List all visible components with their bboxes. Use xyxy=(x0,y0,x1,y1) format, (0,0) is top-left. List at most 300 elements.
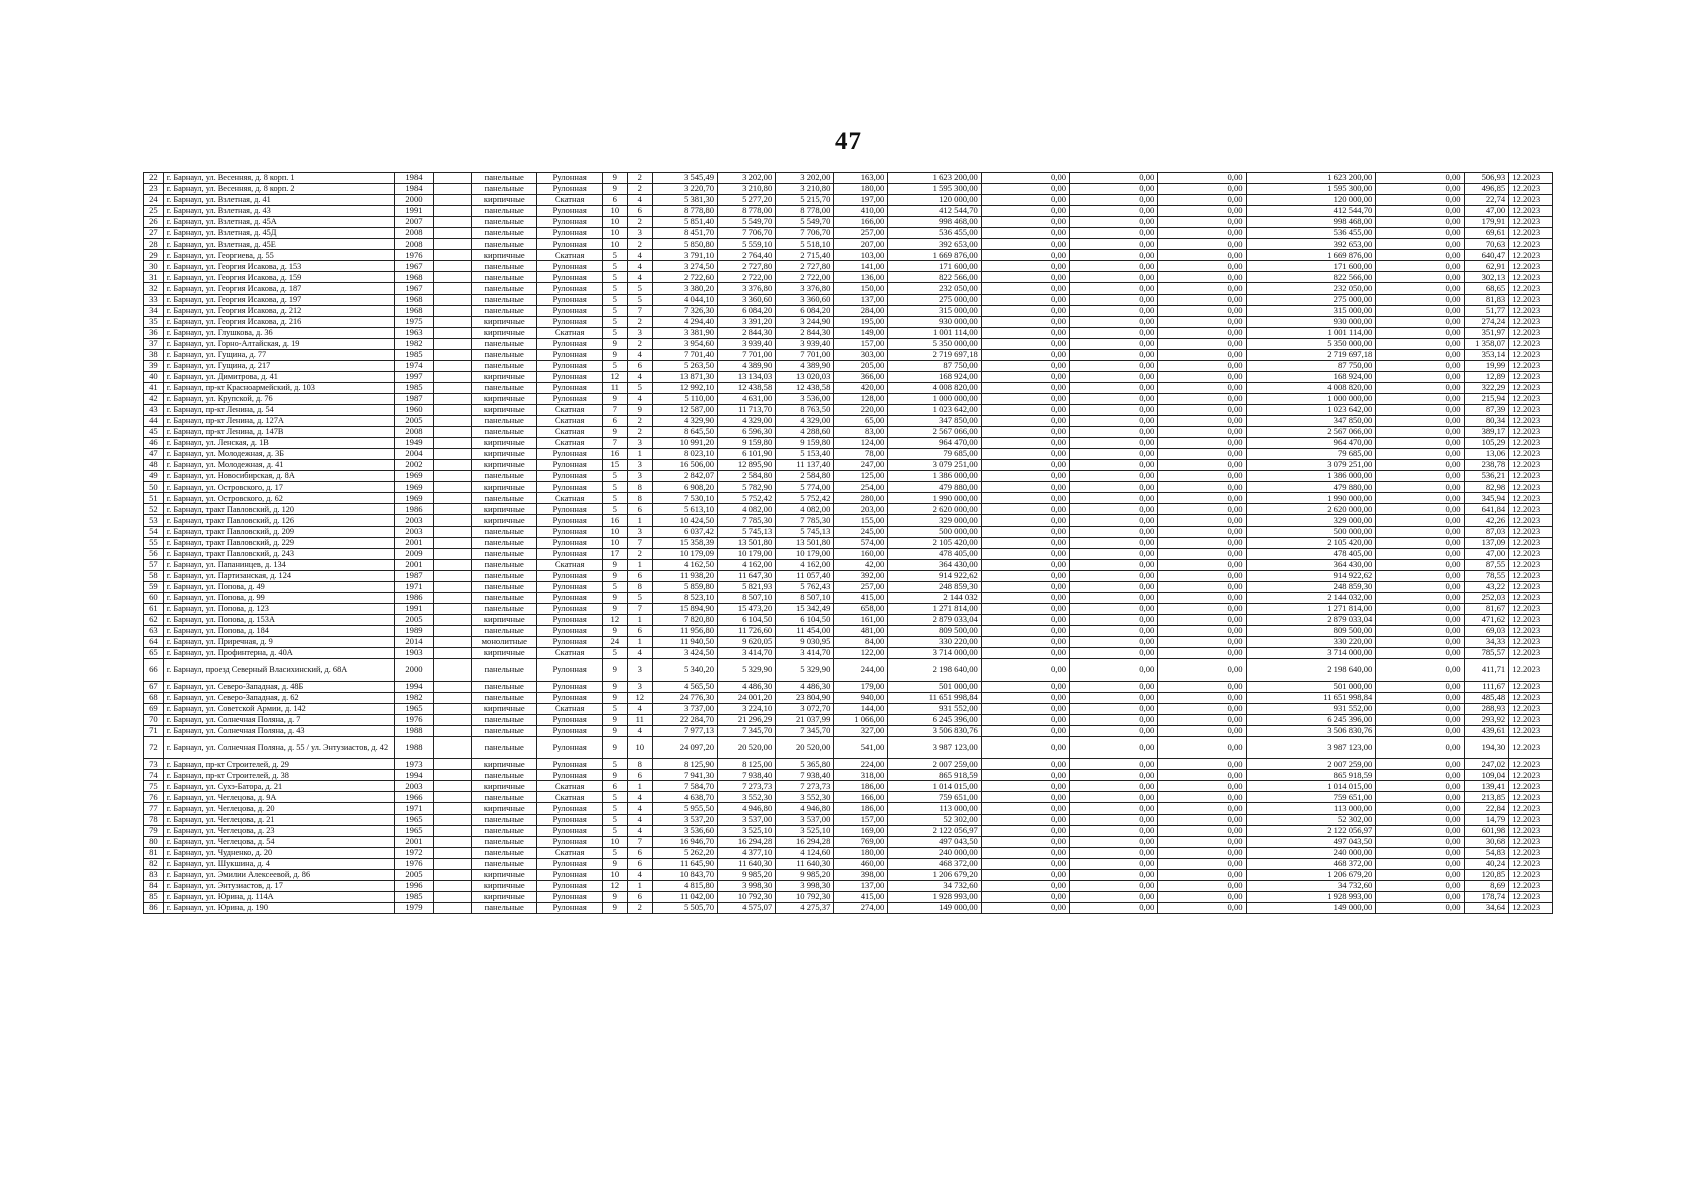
cell-row-number: 70 xyxy=(144,714,164,725)
cell-entrances: 7 xyxy=(627,603,652,614)
cell-floors: 24 xyxy=(602,636,627,647)
cell-municipal-funds: 0,00 xyxy=(1158,460,1246,471)
cell-floors: 5 xyxy=(602,792,627,803)
cell-residents: 163,00 xyxy=(834,173,888,184)
cell-completion-date: 12.2023 xyxy=(1509,195,1553,206)
cell-floors: 5 xyxy=(602,305,627,316)
cell-roof-type: Рулонная xyxy=(537,471,602,482)
cell-year-built: 1968 xyxy=(395,272,433,283)
cell-residential-area: 2 584,80 xyxy=(776,471,834,482)
cell-floors: 10 xyxy=(602,537,627,548)
cell-federal-funds: 0,00 xyxy=(981,703,1069,714)
cell-regional-funds: 0,00 xyxy=(1070,770,1158,781)
cell-residents: 84,00 xyxy=(834,636,888,647)
cell-address: г. Барнаул, ул. Весенняя, д. 8 корп. 2 xyxy=(163,184,395,195)
cell-total-area: 3 380,20 xyxy=(652,283,717,294)
cell-residential-area: 4 946,80 xyxy=(776,803,834,814)
cell-total-area: 3 220,70 xyxy=(652,184,717,195)
empty-cell xyxy=(433,427,471,438)
cell-wall-material: панельные xyxy=(472,493,537,504)
cell-cost-per-sqm: 785,57 xyxy=(1464,648,1509,659)
cell-residents: 65,00 xyxy=(834,416,888,427)
cell-total-area: 8 451,70 xyxy=(652,228,717,239)
cell-address: г. Барнаул, пр-кт Красноармейский, д. 103 xyxy=(163,382,395,393)
table-row xyxy=(144,449,1553,460)
cell-cost-per-sqm: 1 358,07 xyxy=(1464,338,1509,349)
cell-federal-funds: 0,00 xyxy=(981,847,1069,858)
cell-floors: 10 xyxy=(602,526,627,537)
cell-other-funds: 0,00 xyxy=(1376,305,1464,316)
cell-total-area: 8 523,10 xyxy=(652,592,717,603)
table-row xyxy=(144,482,1553,493)
cell-row-number: 86 xyxy=(144,902,164,913)
cell-living-area: 3 360,60 xyxy=(718,294,776,305)
cell-owners-funds: 1 928 993,00 xyxy=(1246,891,1376,902)
empty-cell xyxy=(433,493,471,504)
cell-living-area: 5 821,93 xyxy=(718,581,776,592)
cell-owners-funds: 497 043,50 xyxy=(1246,836,1376,847)
table-row xyxy=(144,625,1553,636)
cell-roof-type: Рулонная xyxy=(537,681,602,692)
cell-municipal-funds: 0,00 xyxy=(1158,504,1246,515)
cell-owners-funds: 34 732,60 xyxy=(1246,880,1376,891)
cell-residential-area: 5 215,70 xyxy=(776,195,834,206)
cell-living-area: 11 640,30 xyxy=(718,858,776,869)
cell-address: г. Барнаул, ул. Папанинцев, д. 134 xyxy=(163,559,395,570)
cell-total-area: 6 908,20 xyxy=(652,482,717,493)
cell-residents: 166,00 xyxy=(834,217,888,228)
cell-residents: 205,00 xyxy=(834,360,888,371)
cell-year-built: 1973 xyxy=(395,759,433,770)
cell-address: г. Барнаул, тракт Павловский, д. 120 xyxy=(163,504,395,515)
empty-cell xyxy=(433,692,471,703)
cell-row-number: 60 xyxy=(144,592,164,603)
cell-municipal-funds: 0,00 xyxy=(1158,382,1246,393)
cell-living-area: 6 084,20 xyxy=(718,305,776,316)
cell-roof-type: Рулонная xyxy=(537,338,602,349)
cell-regional-funds: 0,00 xyxy=(1070,847,1158,858)
cell-regional-funds: 0,00 xyxy=(1070,825,1158,836)
cell-wall-material: кирпичные xyxy=(472,781,537,792)
table-row xyxy=(144,316,1553,327)
empty-cell xyxy=(433,559,471,570)
cell-wall-material: панельные xyxy=(472,792,537,803)
cell-total-area: 2 842,07 xyxy=(652,471,717,482)
cell-roof-type: Рулонная xyxy=(537,261,602,272)
cell-residents: 366,00 xyxy=(834,371,888,382)
cell-municipal-funds: 0,00 xyxy=(1158,692,1246,703)
cell-floors: 5 xyxy=(602,814,627,825)
cell-total-area: 8 778,80 xyxy=(652,206,717,217)
cell-total-cost: 232 050,00 xyxy=(888,283,981,294)
cell-floors: 9 xyxy=(602,692,627,703)
cell-year-built: 2007 xyxy=(395,217,433,228)
cell-entrances: 1 xyxy=(627,781,652,792)
cell-row-number: 50 xyxy=(144,482,164,493)
cell-municipal-funds: 0,00 xyxy=(1158,228,1246,239)
cell-row-number: 72 xyxy=(144,736,164,759)
cell-total-area: 5 613,10 xyxy=(652,504,717,515)
cell-owners-funds: 478 405,00 xyxy=(1246,548,1376,559)
table-row xyxy=(144,228,1553,239)
cell-owners-funds: 3 506 830,76 xyxy=(1246,725,1376,736)
cell-wall-material: панельные xyxy=(472,559,537,570)
cell-regional-funds: 0,00 xyxy=(1070,636,1158,647)
cell-total-area: 11 042,00 xyxy=(652,891,717,902)
cell-regional-funds: 0,00 xyxy=(1070,327,1158,338)
cell-municipal-funds: 0,00 xyxy=(1158,305,1246,316)
cell-other-funds: 0,00 xyxy=(1376,261,1464,272)
cell-regional-funds: 0,00 xyxy=(1070,184,1158,195)
cell-other-funds: 0,00 xyxy=(1376,636,1464,647)
cell-year-built: 2014 xyxy=(395,636,433,647)
cell-completion-date: 12.2023 xyxy=(1509,515,1553,526)
cell-residential-area: 11 640,30 xyxy=(776,858,834,869)
cell-other-funds: 0,00 xyxy=(1376,603,1464,614)
cell-completion-date: 12.2023 xyxy=(1509,681,1553,692)
cell-cost-per-sqm: 345,94 xyxy=(1464,493,1509,504)
cell-year-built: 2000 xyxy=(395,195,433,206)
cell-cost-per-sqm: 485,48 xyxy=(1464,692,1509,703)
cell-floors: 5 xyxy=(602,703,627,714)
cell-total-cost: 3 987 123,00 xyxy=(888,736,981,759)
cell-owners-funds: 1 000 000,00 xyxy=(1246,393,1376,404)
cell-year-built: 2003 xyxy=(395,515,433,526)
cell-living-area: 11 647,30 xyxy=(718,570,776,581)
cell-wall-material: кирпичные xyxy=(472,460,537,471)
cell-roof-type: Скатная xyxy=(537,404,602,415)
cell-wall-material: панельные xyxy=(472,592,537,603)
cell-address: г. Барнаул, ул. Ленская, д. 1В xyxy=(163,438,395,449)
cell-federal-funds: 0,00 xyxy=(981,559,1069,570)
cell-roof-type: Рулонная xyxy=(537,228,602,239)
cell-total-cost: 120 000,00 xyxy=(888,195,981,206)
empty-cell xyxy=(433,316,471,327)
cell-other-funds: 0,00 xyxy=(1376,625,1464,636)
cell-wall-material: панельные xyxy=(472,770,537,781)
cell-roof-type: Рулонная xyxy=(537,184,602,195)
empty-cell xyxy=(433,792,471,803)
cell-cost-per-sqm: 536,21 xyxy=(1464,471,1509,482)
table-row xyxy=(144,703,1553,714)
cell-residential-area: 4 082,00 xyxy=(776,504,834,515)
cell-total-cost: 392 653,00 xyxy=(888,239,981,250)
cell-year-built: 1965 xyxy=(395,814,433,825)
cell-federal-funds: 0,00 xyxy=(981,184,1069,195)
cell-total-cost: 2 198 640,00 xyxy=(888,659,981,682)
cell-entrances: 5 xyxy=(627,592,652,603)
cell-other-funds: 0,00 xyxy=(1376,239,1464,250)
empty-cell xyxy=(433,636,471,647)
cell-federal-funds: 0,00 xyxy=(981,891,1069,902)
cell-year-built: 1960 xyxy=(395,404,433,415)
cell-floors: 5 xyxy=(602,294,627,305)
cell-total-cost: 536 455,00 xyxy=(888,228,981,239)
cell-federal-funds: 0,00 xyxy=(981,360,1069,371)
cell-entrances: 6 xyxy=(627,206,652,217)
cell-cost-per-sqm: 68,65 xyxy=(1464,283,1509,294)
empty-cell xyxy=(433,338,471,349)
cell-total-cost: 168 924,00 xyxy=(888,371,981,382)
cell-year-built: 1974 xyxy=(395,360,433,371)
cell-residents: 137,00 xyxy=(834,294,888,305)
cell-total-cost: 2 122 056,97 xyxy=(888,825,981,836)
cell-living-area: 3 525,10 xyxy=(718,825,776,836)
cell-roof-type: Рулонная xyxy=(537,659,602,682)
empty-cell xyxy=(433,814,471,825)
cell-floors: 9 xyxy=(602,173,627,184)
empty-cell xyxy=(433,460,471,471)
cell-row-number: 59 xyxy=(144,581,164,592)
cell-year-built: 1975 xyxy=(395,316,433,327)
empty-cell xyxy=(433,803,471,814)
empty-cell xyxy=(433,681,471,692)
empty-cell xyxy=(433,537,471,548)
cell-owners-funds: 2 144 032,00 xyxy=(1246,592,1376,603)
cell-regional-funds: 0,00 xyxy=(1070,272,1158,283)
cell-address: г. Барнаул, ул. Профинтерна, д. 40А xyxy=(163,648,395,659)
cell-entrances: 2 xyxy=(627,184,652,195)
cell-year-built: 1984 xyxy=(395,184,433,195)
cell-living-area: 8 125,00 xyxy=(718,759,776,770)
table-row xyxy=(144,195,1553,206)
cell-completion-date: 12.2023 xyxy=(1509,184,1553,195)
cell-other-funds: 0,00 xyxy=(1376,449,1464,460)
cell-entrances: 7 xyxy=(627,305,652,316)
cell-roof-type: Рулонная xyxy=(537,714,602,725)
cell-row-number: 79 xyxy=(144,825,164,836)
cell-residential-area: 3 536,00 xyxy=(776,393,834,404)
cell-wall-material: кирпичные xyxy=(472,759,537,770)
cell-residents: 257,00 xyxy=(834,228,888,239)
cell-row-number: 35 xyxy=(144,316,164,327)
cell-cost-per-sqm: 34,33 xyxy=(1464,636,1509,647)
cell-address: г. Барнаул, ул. Попова, д. 184 xyxy=(163,625,395,636)
cell-total-area: 3 737,00 xyxy=(652,703,717,714)
cell-residents: 392,00 xyxy=(834,570,888,581)
table-row xyxy=(144,272,1553,283)
cell-regional-funds: 0,00 xyxy=(1070,648,1158,659)
cell-federal-funds: 0,00 xyxy=(981,902,1069,913)
cell-residents: 180,00 xyxy=(834,847,888,858)
cell-entrances: 3 xyxy=(627,681,652,692)
cell-municipal-funds: 0,00 xyxy=(1158,404,1246,415)
cell-residential-area: 2 727,80 xyxy=(776,261,834,272)
cell-cost-per-sqm: 47,00 xyxy=(1464,548,1509,559)
table-row xyxy=(144,327,1553,338)
cell-total-cost: 1 990 000,00 xyxy=(888,493,981,504)
cell-address: г. Барнаул, ул. Энтузиастов, д. 17 xyxy=(163,880,395,891)
cell-entrances: 4 xyxy=(627,349,652,360)
cell-roof-type: Рулонная xyxy=(537,548,602,559)
cell-residents: 195,00 xyxy=(834,316,888,327)
cell-regional-funds: 0,00 xyxy=(1070,217,1158,228)
cell-wall-material: монолитные xyxy=(472,636,537,647)
cell-owners-funds: 865 918,59 xyxy=(1246,770,1376,781)
cell-other-funds: 0,00 xyxy=(1376,614,1464,625)
cell-owners-funds: 168 924,00 xyxy=(1246,371,1376,382)
cell-entrances: 3 xyxy=(627,228,652,239)
cell-residents: 128,00 xyxy=(834,393,888,404)
cell-municipal-funds: 0,00 xyxy=(1158,250,1246,261)
cell-residential-area: 6 104,50 xyxy=(776,614,834,625)
cell-floors: 5 xyxy=(602,250,627,261)
cell-federal-funds: 0,00 xyxy=(981,526,1069,537)
cell-row-number: 45 xyxy=(144,427,164,438)
cell-regional-funds: 0,00 xyxy=(1070,228,1158,239)
cell-owners-funds: 364 430,00 xyxy=(1246,559,1376,570)
cell-other-funds: 0,00 xyxy=(1376,272,1464,283)
cell-cost-per-sqm: 496,85 xyxy=(1464,184,1509,195)
empty-cell xyxy=(433,294,471,305)
cell-total-cost: 4 008 820,00 xyxy=(888,382,981,393)
cell-total-cost: 87 750,00 xyxy=(888,360,981,371)
cell-residents: 78,00 xyxy=(834,449,888,460)
cell-total-area: 3 954,60 xyxy=(652,338,717,349)
cell-owners-funds: 501 000,00 xyxy=(1246,681,1376,692)
cell-living-area: 12 895,90 xyxy=(718,460,776,471)
table-row xyxy=(144,349,1553,360)
cell-total-area: 12 587,00 xyxy=(652,404,717,415)
cell-living-area: 7 706,70 xyxy=(718,228,776,239)
cell-federal-funds: 0,00 xyxy=(981,858,1069,869)
cell-roof-type: Скатная xyxy=(537,416,602,427)
cell-year-built: 1965 xyxy=(395,703,433,714)
cell-residential-area: 7 273,73 xyxy=(776,781,834,792)
table-row xyxy=(144,681,1553,692)
cell-year-built: 2003 xyxy=(395,526,433,537)
cell-total-cost: 6 245 396,00 xyxy=(888,714,981,725)
empty-cell xyxy=(433,703,471,714)
cell-residential-area: 7 706,70 xyxy=(776,228,834,239)
empty-cell xyxy=(433,261,471,272)
cell-year-built: 2005 xyxy=(395,614,433,625)
cell-total-cost: 315 000,00 xyxy=(888,305,981,316)
cell-completion-date: 12.2023 xyxy=(1509,206,1553,217)
cell-living-area: 5 329,90 xyxy=(718,659,776,682)
cell-completion-date: 12.2023 xyxy=(1509,493,1553,504)
cell-year-built: 1963 xyxy=(395,327,433,338)
cell-federal-funds: 0,00 xyxy=(981,636,1069,647)
cell-entrances: 4 xyxy=(627,195,652,206)
cell-owners-funds: 113 000,00 xyxy=(1246,803,1376,814)
cell-residents: 274,00 xyxy=(834,902,888,913)
cell-residential-area: 8 778,00 xyxy=(776,206,834,217)
table-row xyxy=(144,404,1553,415)
cell-year-built: 1971 xyxy=(395,581,433,592)
table-row xyxy=(144,206,1553,217)
cell-total-cost: 1 271 814,00 xyxy=(888,603,981,614)
table-row xyxy=(144,305,1553,316)
cell-owners-funds: 412 544,70 xyxy=(1246,206,1376,217)
cell-cost-per-sqm: 13,06 xyxy=(1464,449,1509,460)
cell-year-built: 1976 xyxy=(395,714,433,725)
cell-floors: 5 xyxy=(602,759,627,770)
cell-living-area: 3 224,10 xyxy=(718,703,776,714)
cell-living-area: 15 473,20 xyxy=(718,603,776,614)
cell-municipal-funds: 0,00 xyxy=(1158,416,1246,427)
cell-other-funds: 0,00 xyxy=(1376,836,1464,847)
cell-wall-material: кирпичные xyxy=(472,316,537,327)
cell-total-cost: 1 001 114,00 xyxy=(888,327,981,338)
cell-roof-type: Рулонная xyxy=(537,869,602,880)
cell-entrances: 4 xyxy=(627,371,652,382)
cell-entrances: 7 xyxy=(627,836,652,847)
cell-entrances: 10 xyxy=(627,736,652,759)
cell-floors: 16 xyxy=(602,449,627,460)
cell-address: г. Барнаул, ул. Юрина, д. 114А xyxy=(163,891,395,902)
cell-living-area: 10 179,00 xyxy=(718,548,776,559)
cell-residential-area: 3 998,30 xyxy=(776,880,834,891)
cell-address: г. Барнаул, ул. Чеглецова, д. 20 xyxy=(163,803,395,814)
cell-regional-funds: 0,00 xyxy=(1070,195,1158,206)
cell-entrances: 2 xyxy=(627,548,652,559)
cell-municipal-funds: 0,00 xyxy=(1158,261,1246,272)
empty-cell xyxy=(433,902,471,913)
cell-completion-date: 12.2023 xyxy=(1509,703,1553,714)
cell-municipal-funds: 0,00 xyxy=(1158,217,1246,228)
cell-owners-funds: 2 105 420,00 xyxy=(1246,537,1376,548)
cell-row-number: 62 xyxy=(144,614,164,625)
cell-federal-funds: 0,00 xyxy=(981,648,1069,659)
cell-completion-date: 12.2023 xyxy=(1509,360,1553,371)
cell-regional-funds: 0,00 xyxy=(1070,393,1158,404)
table-row xyxy=(144,714,1553,725)
cell-regional-funds: 0,00 xyxy=(1070,482,1158,493)
cell-entrances: 4 xyxy=(627,261,652,272)
cell-completion-date: 12.2023 xyxy=(1509,316,1553,327)
cell-address: г. Барнаул, тракт Павловский, д. 229 xyxy=(163,537,395,548)
empty-cell xyxy=(433,449,471,460)
cell-wall-material: кирпичные xyxy=(472,515,537,526)
cell-regional-funds: 0,00 xyxy=(1070,603,1158,614)
cell-entrances: 6 xyxy=(627,625,652,636)
cell-residents: 541,00 xyxy=(834,736,888,759)
cell-total-area: 24 097,20 xyxy=(652,736,717,759)
cell-residents: 224,00 xyxy=(834,759,888,770)
cell-other-funds: 0,00 xyxy=(1376,493,1464,504)
cell-municipal-funds: 0,00 xyxy=(1158,902,1246,913)
cell-residential-area: 5 153,40 xyxy=(776,449,834,460)
cell-total-area: 5 850,80 xyxy=(652,239,717,250)
cell-row-number: 61 xyxy=(144,603,164,614)
cell-floors: 9 xyxy=(602,902,627,913)
cell-residential-area: 3 414,70 xyxy=(776,648,834,659)
cell-entrances: 2 xyxy=(627,217,652,228)
cell-residential-area: 4 288,60 xyxy=(776,427,834,438)
cell-completion-date: 12.2023 xyxy=(1509,592,1553,603)
cell-residents: 166,00 xyxy=(834,792,888,803)
cell-living-area: 7 938,40 xyxy=(718,770,776,781)
cell-wall-material: панельные xyxy=(472,714,537,725)
cell-row-number: 82 xyxy=(144,858,164,869)
cell-entrances: 4 xyxy=(627,648,652,659)
cell-total-cost: 79 685,00 xyxy=(888,449,981,460)
empty-cell xyxy=(433,836,471,847)
cell-row-number: 53 xyxy=(144,515,164,526)
cell-address: г. Барнаул, тракт Павловский, д. 126 xyxy=(163,515,395,526)
cell-row-number: 80 xyxy=(144,836,164,847)
empty-cell xyxy=(433,195,471,206)
cell-row-number: 63 xyxy=(144,625,164,636)
cell-living-area: 3 414,70 xyxy=(718,648,776,659)
cell-floors: 9 xyxy=(602,714,627,725)
cell-entrances: 4 xyxy=(627,814,652,825)
cell-living-area: 6 104,50 xyxy=(718,614,776,625)
cell-roof-type: Рулонная xyxy=(537,305,602,316)
cell-entrances: 4 xyxy=(627,703,652,714)
cell-roof-type: Рулонная xyxy=(537,217,602,228)
